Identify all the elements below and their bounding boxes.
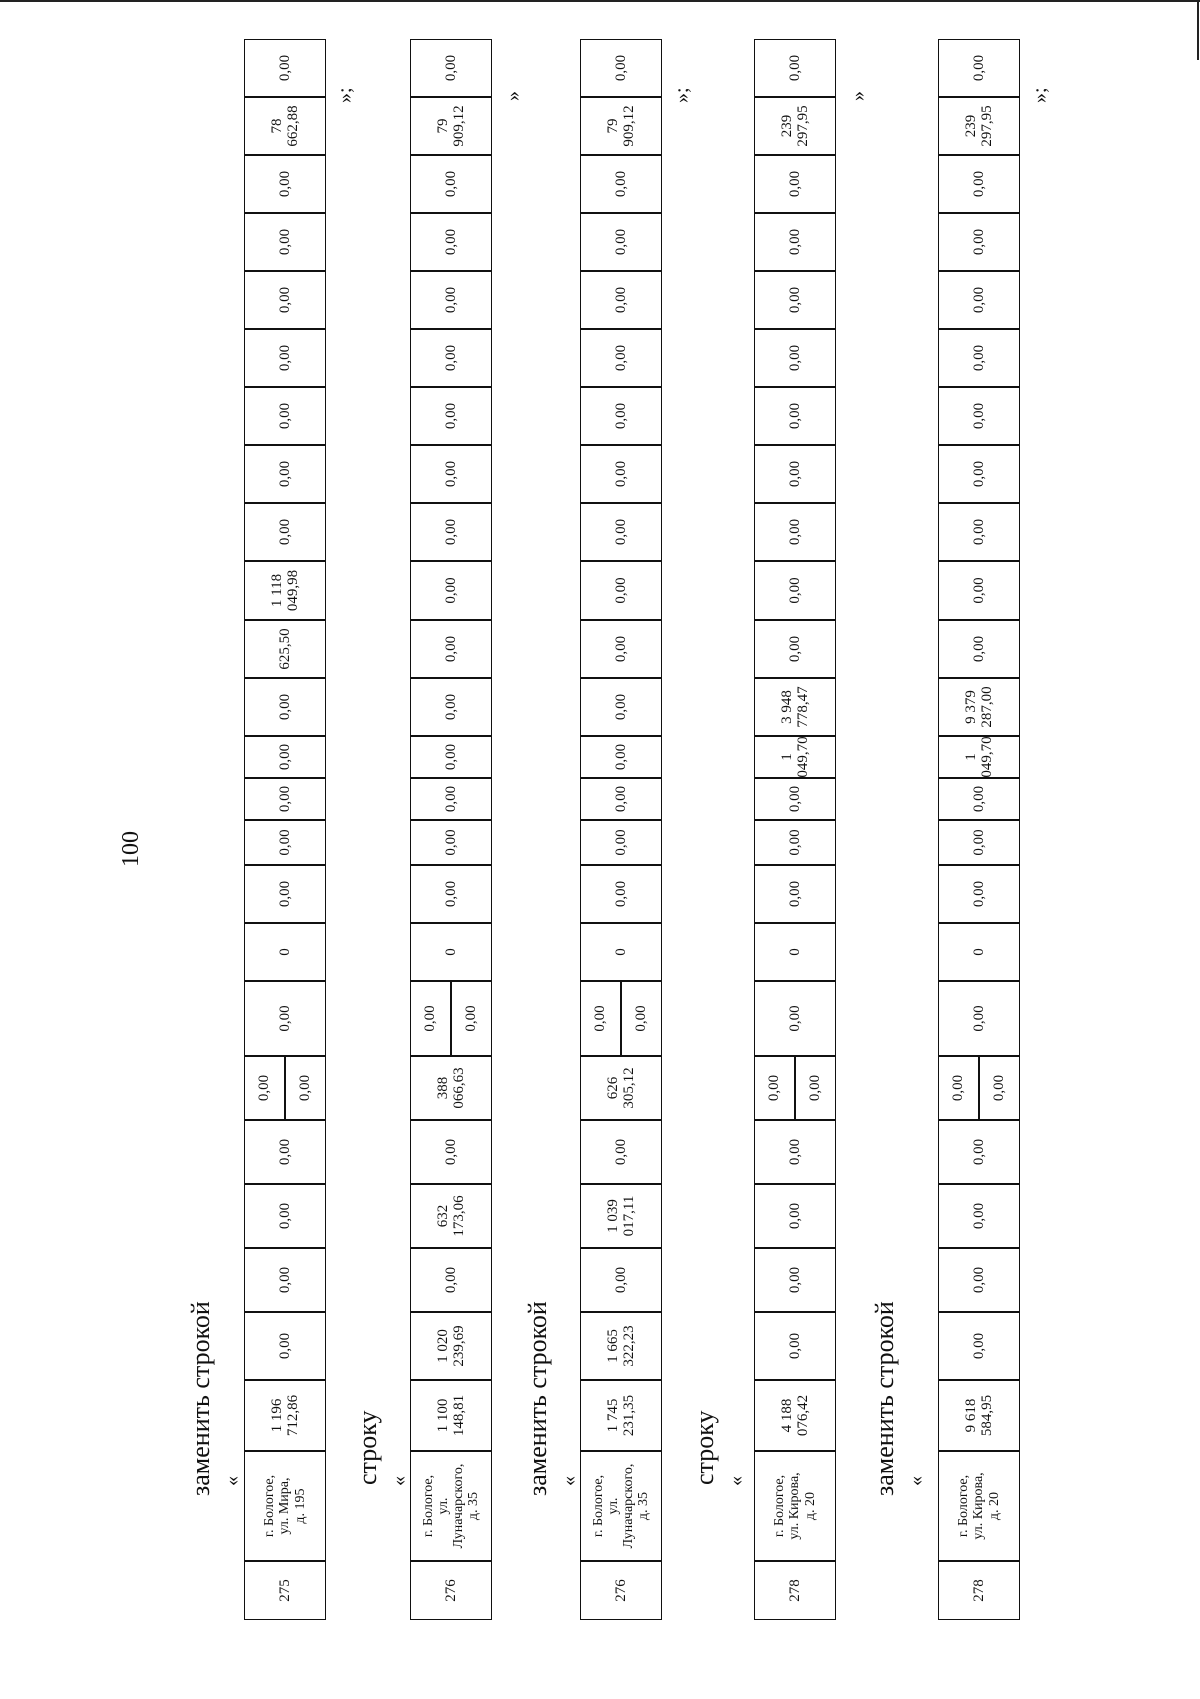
cell-c7-top: 0,00 <box>410 981 451 1056</box>
cell-z5: 0,00 <box>938 271 1020 329</box>
address-cell: г. Бологое, ул. Мира, д. 195 <box>244 1451 326 1561</box>
cell-c6-bottom: 0,00 <box>979 1056 1020 1120</box>
row-number: 278 <box>754 1561 836 1620</box>
cell-c4: 632 173,06 <box>410 1184 492 1248</box>
cell-c4: 1 039 017,11 <box>580 1184 662 1248</box>
cell-c17: 0,00 <box>938 39 1020 97</box>
cell-c9: 0,00 <box>244 865 326 923</box>
cell-c17: 0,00 <box>244 39 326 97</box>
cell-z3: 0,00 <box>754 387 836 445</box>
cell-c13: 0,00 <box>244 678 326 736</box>
cell-z1: 0,00 <box>580 503 662 561</box>
cell-c5: 0,00 <box>244 1120 326 1184</box>
cell-c12: 0,00 <box>244 736 326 778</box>
cell-z4: 0,00 <box>244 329 326 387</box>
section-1-lead: заменить строкой <box>186 1301 215 1496</box>
cell-c11: 0,00 <box>754 778 836 820</box>
cell-c3: 0,00 <box>244 1248 326 1312</box>
cell-c3: 0,00 <box>754 1248 836 1312</box>
cell-c4: 0,00 <box>938 1184 1020 1248</box>
cell-c2: 0,00 <box>938 1312 1020 1380</box>
cell-c3: 0,00 <box>938 1248 1020 1312</box>
cell-c15: 0,00 <box>754 561 836 620</box>
section-4-lead: строку <box>690 1410 719 1485</box>
address-cell: г. Бологое, ул. Кирова, д. 20 <box>754 1451 836 1561</box>
cell-c7: 0,00 <box>754 981 836 1056</box>
cell-c7-top: 0,00 <box>580 981 621 1056</box>
cell-c6-bottom: 0,00 <box>795 1056 836 1120</box>
cell-c11: 0,00 <box>244 778 326 820</box>
cell-c10: 0,00 <box>244 820 326 865</box>
cell-c14: 0,00 <box>754 620 836 678</box>
cell-c13: 3 948 778,47 <box>754 678 836 736</box>
cell-c9: 0,00 <box>754 865 836 923</box>
cell-c15: 0,00 <box>580 561 662 620</box>
row-number: 275 <box>244 1561 326 1620</box>
cell-c3: 0,00 <box>580 1248 662 1312</box>
cell-z7: 0,00 <box>754 155 836 213</box>
cell-z5: 0,00 <box>244 271 326 329</box>
cell-z5: 0,00 <box>754 271 836 329</box>
cell-z5: 0,00 <box>410 271 492 329</box>
cell-c2: 1 020 239,69 <box>410 1312 492 1380</box>
cell-c15: 1 118 049,98 <box>244 561 326 620</box>
cell-z6: 0,00 <box>754 213 836 271</box>
cell-c6-top: 0,00 <box>244 1056 285 1120</box>
cell-z6: 0,00 <box>410 213 492 271</box>
cell-c10: 0,00 <box>580 820 662 865</box>
cell-c5: 0,00 <box>938 1120 1020 1184</box>
cell-z7: 0,00 <box>410 155 492 213</box>
section-2-lead: строку <box>353 1410 382 1485</box>
cell-c7-bottom: 0,00 <box>621 981 662 1056</box>
cell-c12: 0,00 <box>410 736 492 778</box>
cell-c5: 0,00 <box>410 1120 492 1184</box>
cell-c16: 239 297,95 <box>938 97 1020 155</box>
cell-c10: 0,00 <box>754 820 836 865</box>
cell-c6: 388 066,63 <box>410 1056 492 1120</box>
cell-c15: 0,00 <box>410 561 492 620</box>
cell-c10: 0,00 <box>410 820 492 865</box>
cell-c8: 0 <box>580 923 662 981</box>
section-5-lead: заменить строкой <box>870 1301 899 1496</box>
cell-c9: 0,00 <box>580 865 662 923</box>
cell-z6: 0,00 <box>938 213 1020 271</box>
cell-c11: 0,00 <box>580 778 662 820</box>
section-1-open-quote: « <box>221 1476 243 1486</box>
section-3-close-quote: »; <box>671 87 693 103</box>
cell-z3: 0,00 <box>244 387 326 445</box>
cell-c8: 0 <box>244 923 326 981</box>
cell-c2: 0,00 <box>754 1312 836 1380</box>
address-cell: г. Бологое, ул. Луначарского, д. 35 <box>410 1451 492 1561</box>
cell-c14: 0,00 <box>580 620 662 678</box>
cell-z6: 0,00 <box>244 213 326 271</box>
section-5-close-quote: »; <box>1029 87 1051 103</box>
cell-z7: 0,00 <box>938 155 1020 213</box>
cell-c13: 0,00 <box>410 678 492 736</box>
cell-c2: 1 665 322,23 <box>580 1312 662 1380</box>
cell-c13: 0,00 <box>580 678 662 736</box>
cell-c13: 9 379 287,00 <box>938 678 1020 736</box>
cell-c11: 0,00 <box>938 778 1020 820</box>
cell-c9: 0,00 <box>410 865 492 923</box>
cell-c14: 0,00 <box>938 620 1020 678</box>
cell-z2: 0,00 <box>754 445 836 503</box>
cell-c16: 239 297,95 <box>754 97 836 155</box>
cell-z2: 0,00 <box>938 445 1020 503</box>
cell-z7: 0,00 <box>580 155 662 213</box>
cell-c11: 0,00 <box>410 778 492 820</box>
cell-c16: 78 662,88 <box>244 97 326 155</box>
cell-z1: 0,00 <box>754 503 836 561</box>
cell-c8: 0 <box>754 923 836 981</box>
cell-z1: 0,00 <box>244 503 326 561</box>
cell-c17: 0,00 <box>580 39 662 97</box>
cell-c5: 0,00 <box>580 1120 662 1184</box>
cell-c12: 0,00 <box>580 736 662 778</box>
cell-c1: 4 188 076,42 <box>754 1380 836 1451</box>
cell-c3: 0,00 <box>410 1248 492 1312</box>
cell-z4: 0,00 <box>938 329 1020 387</box>
cell-z4: 0,00 <box>754 329 836 387</box>
cell-z6: 0,00 <box>580 213 662 271</box>
cell-c9: 0,00 <box>938 865 1020 923</box>
row-number: 278 <box>938 1561 1020 1620</box>
cell-z2: 0,00 <box>580 445 662 503</box>
cell-c4: 0,00 <box>244 1184 326 1248</box>
cell-c7-bottom: 0,00 <box>451 981 492 1056</box>
cell-c16: 79 909,12 <box>410 97 492 155</box>
cell-c12: 1 049,70 <box>938 736 1020 778</box>
cell-z4: 0,00 <box>410 329 492 387</box>
address-cell: г. Бологое, ул. Луначарского, д. 35 <box>580 1451 662 1561</box>
section-2-open-quote: « <box>388 1476 410 1486</box>
cell-c8: 0 <box>938 923 1020 981</box>
section-5-open-quote: « <box>905 1476 927 1486</box>
cell-c10: 0,00 <box>938 820 1020 865</box>
cell-c1: 1 100 148,81 <box>410 1380 492 1451</box>
cell-z3: 0,00 <box>410 387 492 445</box>
section-4-open-quote: « <box>725 1476 747 1486</box>
cell-c14: 0,00 <box>410 620 492 678</box>
cell-c8: 0 <box>410 923 492 981</box>
cell-z7: 0,00 <box>244 155 326 213</box>
cell-c1: 1 745 231,35 <box>580 1380 662 1451</box>
cell-c6-bottom: 0,00 <box>285 1056 326 1120</box>
section-1-close-quote: »; <box>334 87 356 103</box>
cell-z2: 0,00 <box>410 445 492 503</box>
cell-c6-top: 0,00 <box>938 1056 979 1120</box>
cell-z3: 0,00 <box>938 387 1020 445</box>
section-2-close-quote: » <box>502 91 524 101</box>
cell-c4: 0,00 <box>754 1184 836 1248</box>
cell-z1: 0,00 <box>938 503 1020 561</box>
cell-c17: 0,00 <box>754 39 836 97</box>
section-3-open-quote: « <box>558 1476 580 1486</box>
cell-c14: 625,50 <box>244 620 326 678</box>
row-number: 276 <box>580 1561 662 1620</box>
cell-z3: 0,00 <box>580 387 662 445</box>
section-4-close-quote: » <box>847 91 869 101</box>
cell-c2: 0,00 <box>244 1312 326 1380</box>
cell-c1: 9 618 584,95 <box>938 1380 1020 1451</box>
row-number: 276 <box>410 1561 492 1620</box>
cell-c7: 0,00 <box>244 981 326 1056</box>
address-cell: г. Бологое, ул. Кирова, д. 20 <box>938 1451 1020 1561</box>
cell-c12: 1 049,70 <box>754 736 836 778</box>
cell-z5: 0,00 <box>580 271 662 329</box>
section-3-lead: заменить строкой <box>523 1301 552 1496</box>
cell-c6-top: 0,00 <box>754 1056 795 1120</box>
cell-c6: 626 305,12 <box>580 1056 662 1120</box>
cell-z4: 0,00 <box>580 329 662 387</box>
cell-c15: 0,00 <box>938 561 1020 620</box>
cell-c1: 1 196 712,86 <box>244 1380 326 1451</box>
cell-z1: 0,00 <box>410 503 492 561</box>
cell-c5: 0,00 <box>754 1120 836 1184</box>
cell-c7: 0,00 <box>938 981 1020 1056</box>
cell-c17: 0,00 <box>410 39 492 97</box>
cell-c16: 79 909,12 <box>580 97 662 155</box>
cell-z2: 0,00 <box>244 445 326 503</box>
rotated-document-page: 100 заменить строкой « 275 г. Бологое, ул. Мира, д. 195 1 196 712,86 0,00 0,00 0,00 0,00 0,00 0,00 0,00 0 0,00 0,00 0,00 0,00 0,00 625,50 1 118 049,98 0,00 0,00 0,00 0,00 0,00 0,00 0,00 78 662,88 0,00 »; строку « 276 г. Бологое, ул. Луначарского, д. 35 1 100 148,81 1 020 239,69 0,00 632 173,06 0,00 388 066,63 0,00 0,00 0 0,00 0,00 0,00 0,00 0,00 0,00 0,00 0,00 0,00 0,00 0,00 0,00 0,00 0,00 79 909,12 0,00 » заменить строкой « 276 г. Бологое, ул. Луначарского, д. 35 1 745 231,35 1 665 322,23 0,00 1 039 017,11 0,00 626 305,12 0,00 0,00 0 0,00 0,00 0,00 0,00 0,00 0,00 0,00 0,00 0,00 0,00 0,00 0,00 0,00 0,00 79 909,12 0,00 »; строку « 278 г. Бологое, ул. Кирова, д. 20 4 188 076,42 0,00 0,00 0,00 0,00 0,00 0,00 0,00 0 0,00 0,00 0,00 1 049,70 3 948 778,47 0,00 0,00 0,00 0,00 0,00 0,00 0,00 0,00 0,00 239 297,95 0,00 » заменить строкой « 278 г. Бологое, ул. Кирова, д. 20 9 618 584,95 0,00 0,00 0,00 0,00 0,00 0,00 0,00 0 0,00 0,00 0,00 1 049,70 9 379 287,00 0,00 0,00 0,00 0,00 0,00 0,00 0,00 0,00 0,00 239 297,95 0,00 »; <box>0 0 1200 1699</box>
